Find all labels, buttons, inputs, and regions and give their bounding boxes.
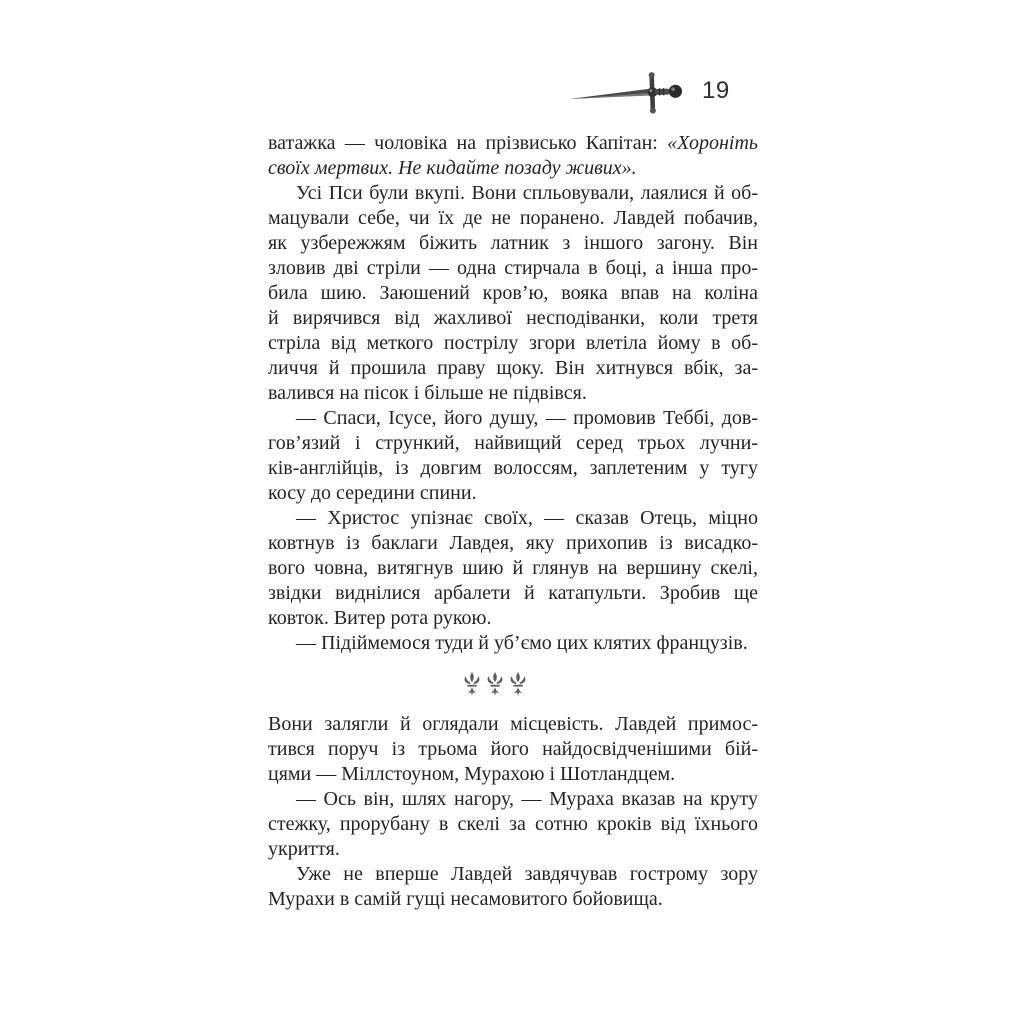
fleur-de-lis-icon [508, 672, 528, 696]
paragraph [268, 506, 758, 631]
text-segment: тився поруч із трьома його найдосвідченішими бій- [268, 738, 758, 760]
text-line [268, 762, 758, 787]
separator-ornaments [462, 672, 528, 696]
fleur-de-lis-icon [462, 672, 482, 696]
text-segment: ватажка — чоловіка на прізвисько Капітан: [268, 132, 668, 154]
text-line [268, 556, 758, 581]
text-segment: ковток. Витер рота рукою. [268, 607, 492, 629]
text-line [268, 506, 758, 531]
dagger-ornament-icon [565, 69, 689, 119]
text-line [268, 606, 758, 631]
page-number: 19 [702, 77, 730, 104]
text-line [268, 531, 758, 556]
text-line [268, 356, 758, 381]
fleur-de-lis-icon [485, 672, 505, 696]
text-segment: била шию. Заюшений кров’ю, вояка впав на коліна [268, 282, 758, 304]
text-segment: — Підіймемося туди й уб’ємо цих клятих французів. [296, 632, 748, 654]
section-2 [268, 712, 758, 912]
text-segment: стежку, прорубану в скелі за сотню кроків від їхнього [268, 813, 758, 835]
section-separator [268, 656, 758, 712]
text-line [268, 256, 758, 281]
text-line [268, 631, 758, 656]
paragraph [268, 787, 758, 862]
paragraph [268, 406, 758, 506]
text-segment: косу до середини спини. [268, 482, 477, 504]
text-line [268, 406, 758, 431]
text-segment: Вони залягли й оглядали місцевість. Лавдей примос- [268, 713, 758, 735]
text-line [268, 712, 758, 737]
text-segment: валився на пісок і більше не підвівся. [268, 382, 587, 404]
section-1 [268, 131, 758, 656]
text-line [268, 306, 758, 331]
text-segment: звідки виднілися арбалети й катапульти. Зробив ще [268, 582, 758, 604]
paragraph [268, 631, 758, 656]
text-line [268, 131, 758, 156]
paragraph [268, 712, 758, 787]
text-line [268, 481, 758, 506]
text-line [268, 281, 758, 306]
text-line [268, 581, 758, 606]
text-segment: вого човна, витягнув шию й глянув на вершину скелі, [268, 557, 758, 579]
text-column [268, 131, 758, 912]
paragraph [268, 862, 758, 912]
text-line [268, 862, 758, 887]
text-segment: й вирячився від жахливої несподіванки, коли третя [268, 307, 758, 329]
text-line [268, 181, 758, 206]
text-segment: ків-англійців, із довгим волоссям, заплетеним у тугу [268, 457, 758, 479]
text-segment: Усі Пси були вкупі. Вони спльовували, лаялися й об- [296, 182, 758, 204]
text-segment: ковтнув із баклаги Лавдея, яку прихопив із висадко- [268, 532, 758, 554]
text-segment: Мурахи в самій гущі несамовитого бойовища. [268, 888, 663, 910]
text-line [268, 887, 758, 912]
text-line [268, 456, 758, 481]
text-line [268, 231, 758, 256]
text-segment: — Ось він, шлях нагору, — Мураха вказав на круту [296, 788, 758, 810]
text-line [268, 787, 758, 812]
text-line [268, 737, 758, 762]
text-line [268, 812, 758, 837]
text-segment: гов’язий і стрункий, найвищий серед трьох лучни- [268, 432, 758, 454]
paragraph [268, 181, 758, 406]
text-segment: «Хороніть [667, 132, 758, 154]
text-segment: стріла від меткого пострілу згори влетіла йому в об- [268, 332, 758, 354]
text-segment: мацували себе, чи їх де не поранено. Лавдей побачив, [268, 207, 758, 229]
text-line [268, 837, 758, 862]
text-segment: — Христос упізнає своїх, — сказав Отець, міцно [296, 507, 758, 529]
text-segment: Уже не вперше Лавдей завдячував гострому зору [296, 863, 758, 885]
paragraph [268, 131, 758, 181]
text-segment: укриття. [268, 838, 340, 860]
text-segment: — Спаси, Ісусе, його душу, — промовив Теббі, дов- [296, 407, 758, 429]
text-segment: своїх мертвих. Не кидайте позаду живих». [268, 157, 637, 179]
text-segment: як узбережжям біжить латник з іншого загону. Він [268, 232, 758, 254]
text-line [268, 206, 758, 231]
text-line [268, 331, 758, 356]
text-segment: цями — Міллстоуном, Мурахою і Шотландцем. [268, 763, 676, 785]
text-line [268, 381, 758, 406]
text-segment: личчя й прошила праву щоку. Він хитнувся вбік, за- [268, 357, 758, 379]
text-segment: зловив дві стріли — одна стирчала в боці, а інша про- [268, 257, 758, 279]
text-line [268, 431, 758, 456]
text-line [268, 156, 758, 181]
